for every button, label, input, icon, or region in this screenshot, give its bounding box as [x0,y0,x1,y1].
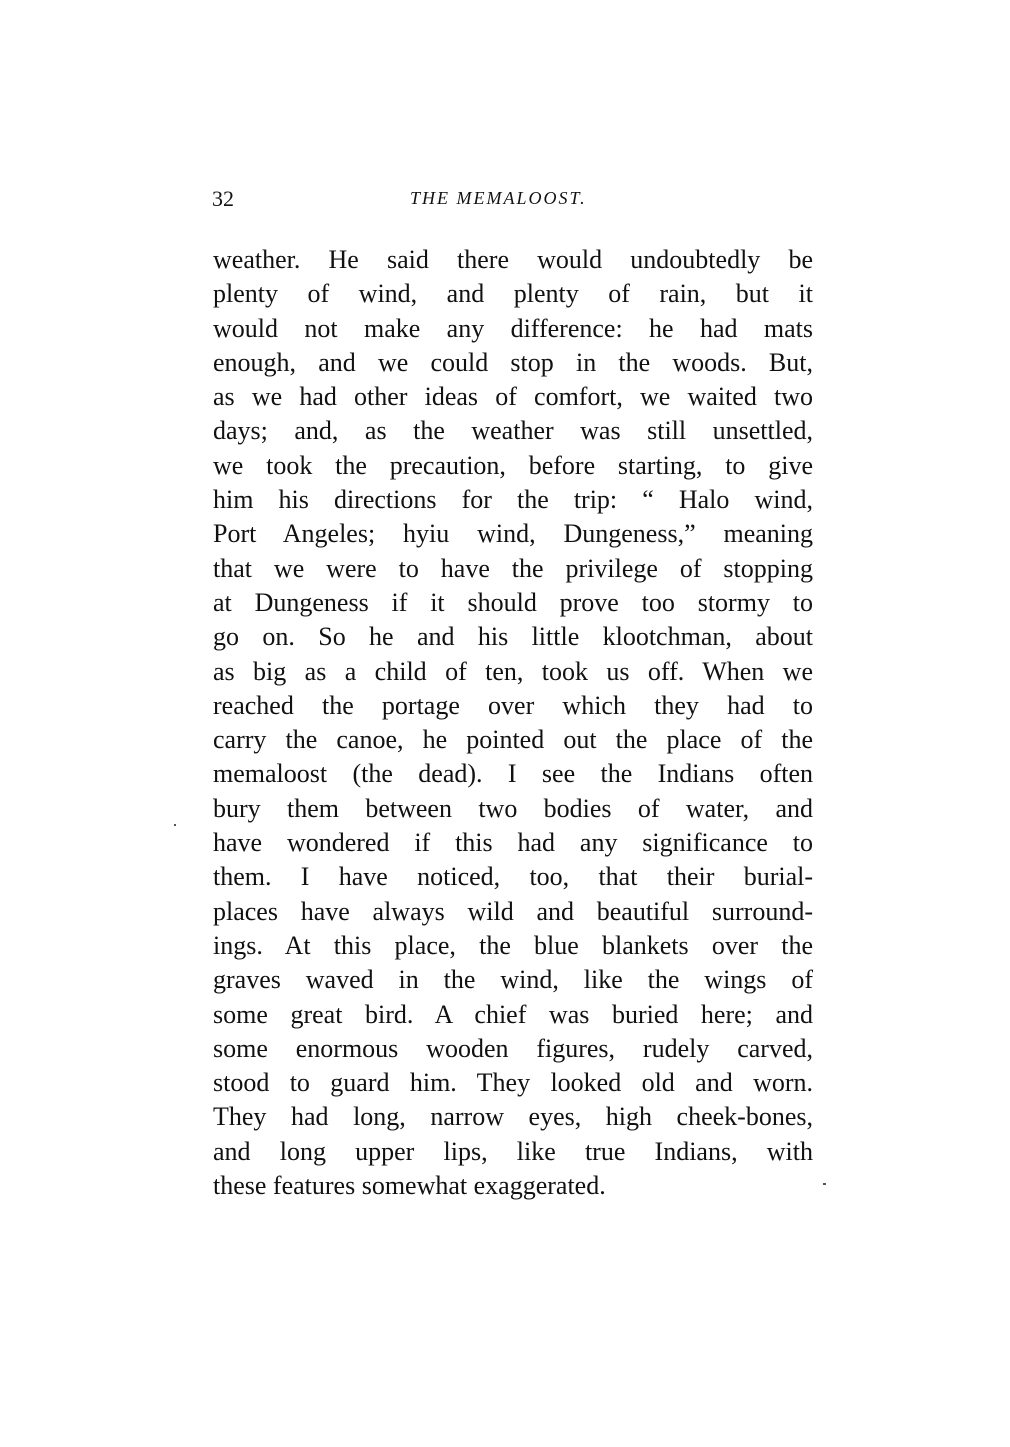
text-line: plenty of wind, and plenty of rain, but it [213,279,813,309]
text-line: weather. He said there would undoubtedly be [213,245,813,274]
text-line: him his directions for the trip: “ Halo wind, [213,485,813,515]
text-line: would not make any difference: he had mats [213,313,813,343]
text-line: ings. At this place, the blue blankets over the [213,930,813,960]
text-line: we took the precaution, before starting, to give [213,450,813,480]
page-number: 32 [212,186,234,211]
text-line: some enormous wooden figures, rudely carved, [213,1033,813,1063]
text-line: as we had other ideas of comfort, we waited two [213,382,813,412]
text-line: these features somewhat exaggerated. [213,1171,606,1201]
print-speck [823,1183,826,1185]
text-line: bury them between two bodies of water, and [213,793,813,823]
text-line: as big as a child of ten, took us off. When we [213,656,813,686]
text-line: at Dungeness if it should prove too stormy to [213,587,813,617]
text-line: that we were to have the privilege of stopping [213,553,813,583]
running-title: THE MEMALOOST. [410,188,587,208]
text-line: reached the portage over which they had to [213,690,813,720]
text-line: enough, and we could stop in the woods. But, [213,347,813,377]
text-line: go on. So he and his little klootchman, about [213,622,813,652]
text-line: carry the canoe, he pointed out the place of the [213,725,813,755]
body-text [213,243,813,1203]
print-speck [174,824,176,826]
text-line: have wondered if this had any significance to [213,828,813,858]
text-line: They had long, narrow eyes, high cheek-bones, [213,1102,813,1132]
page-header [212,186,817,216]
text-line: days; and, as the weather was still unsettled, [213,416,813,446]
text-line: graves waved in the wind, like the wings of [213,965,813,995]
text-line: places have always wild and beautiful surround- [213,896,813,926]
text-line: them. I have noticed, too, that their burial- [213,862,813,892]
text-line: stood to guard him. They looked old and worn. [213,1068,813,1098]
text-line: Port Angeles; hyiu wind, Dungeness,” meaning [213,519,813,549]
text-line: memaloost (the dead). I see the Indians often [213,759,813,789]
text-line: some great bird. A chief was buried here; and [213,999,813,1029]
text-line: and long upper lips, like true Indians, with [213,1136,813,1166]
